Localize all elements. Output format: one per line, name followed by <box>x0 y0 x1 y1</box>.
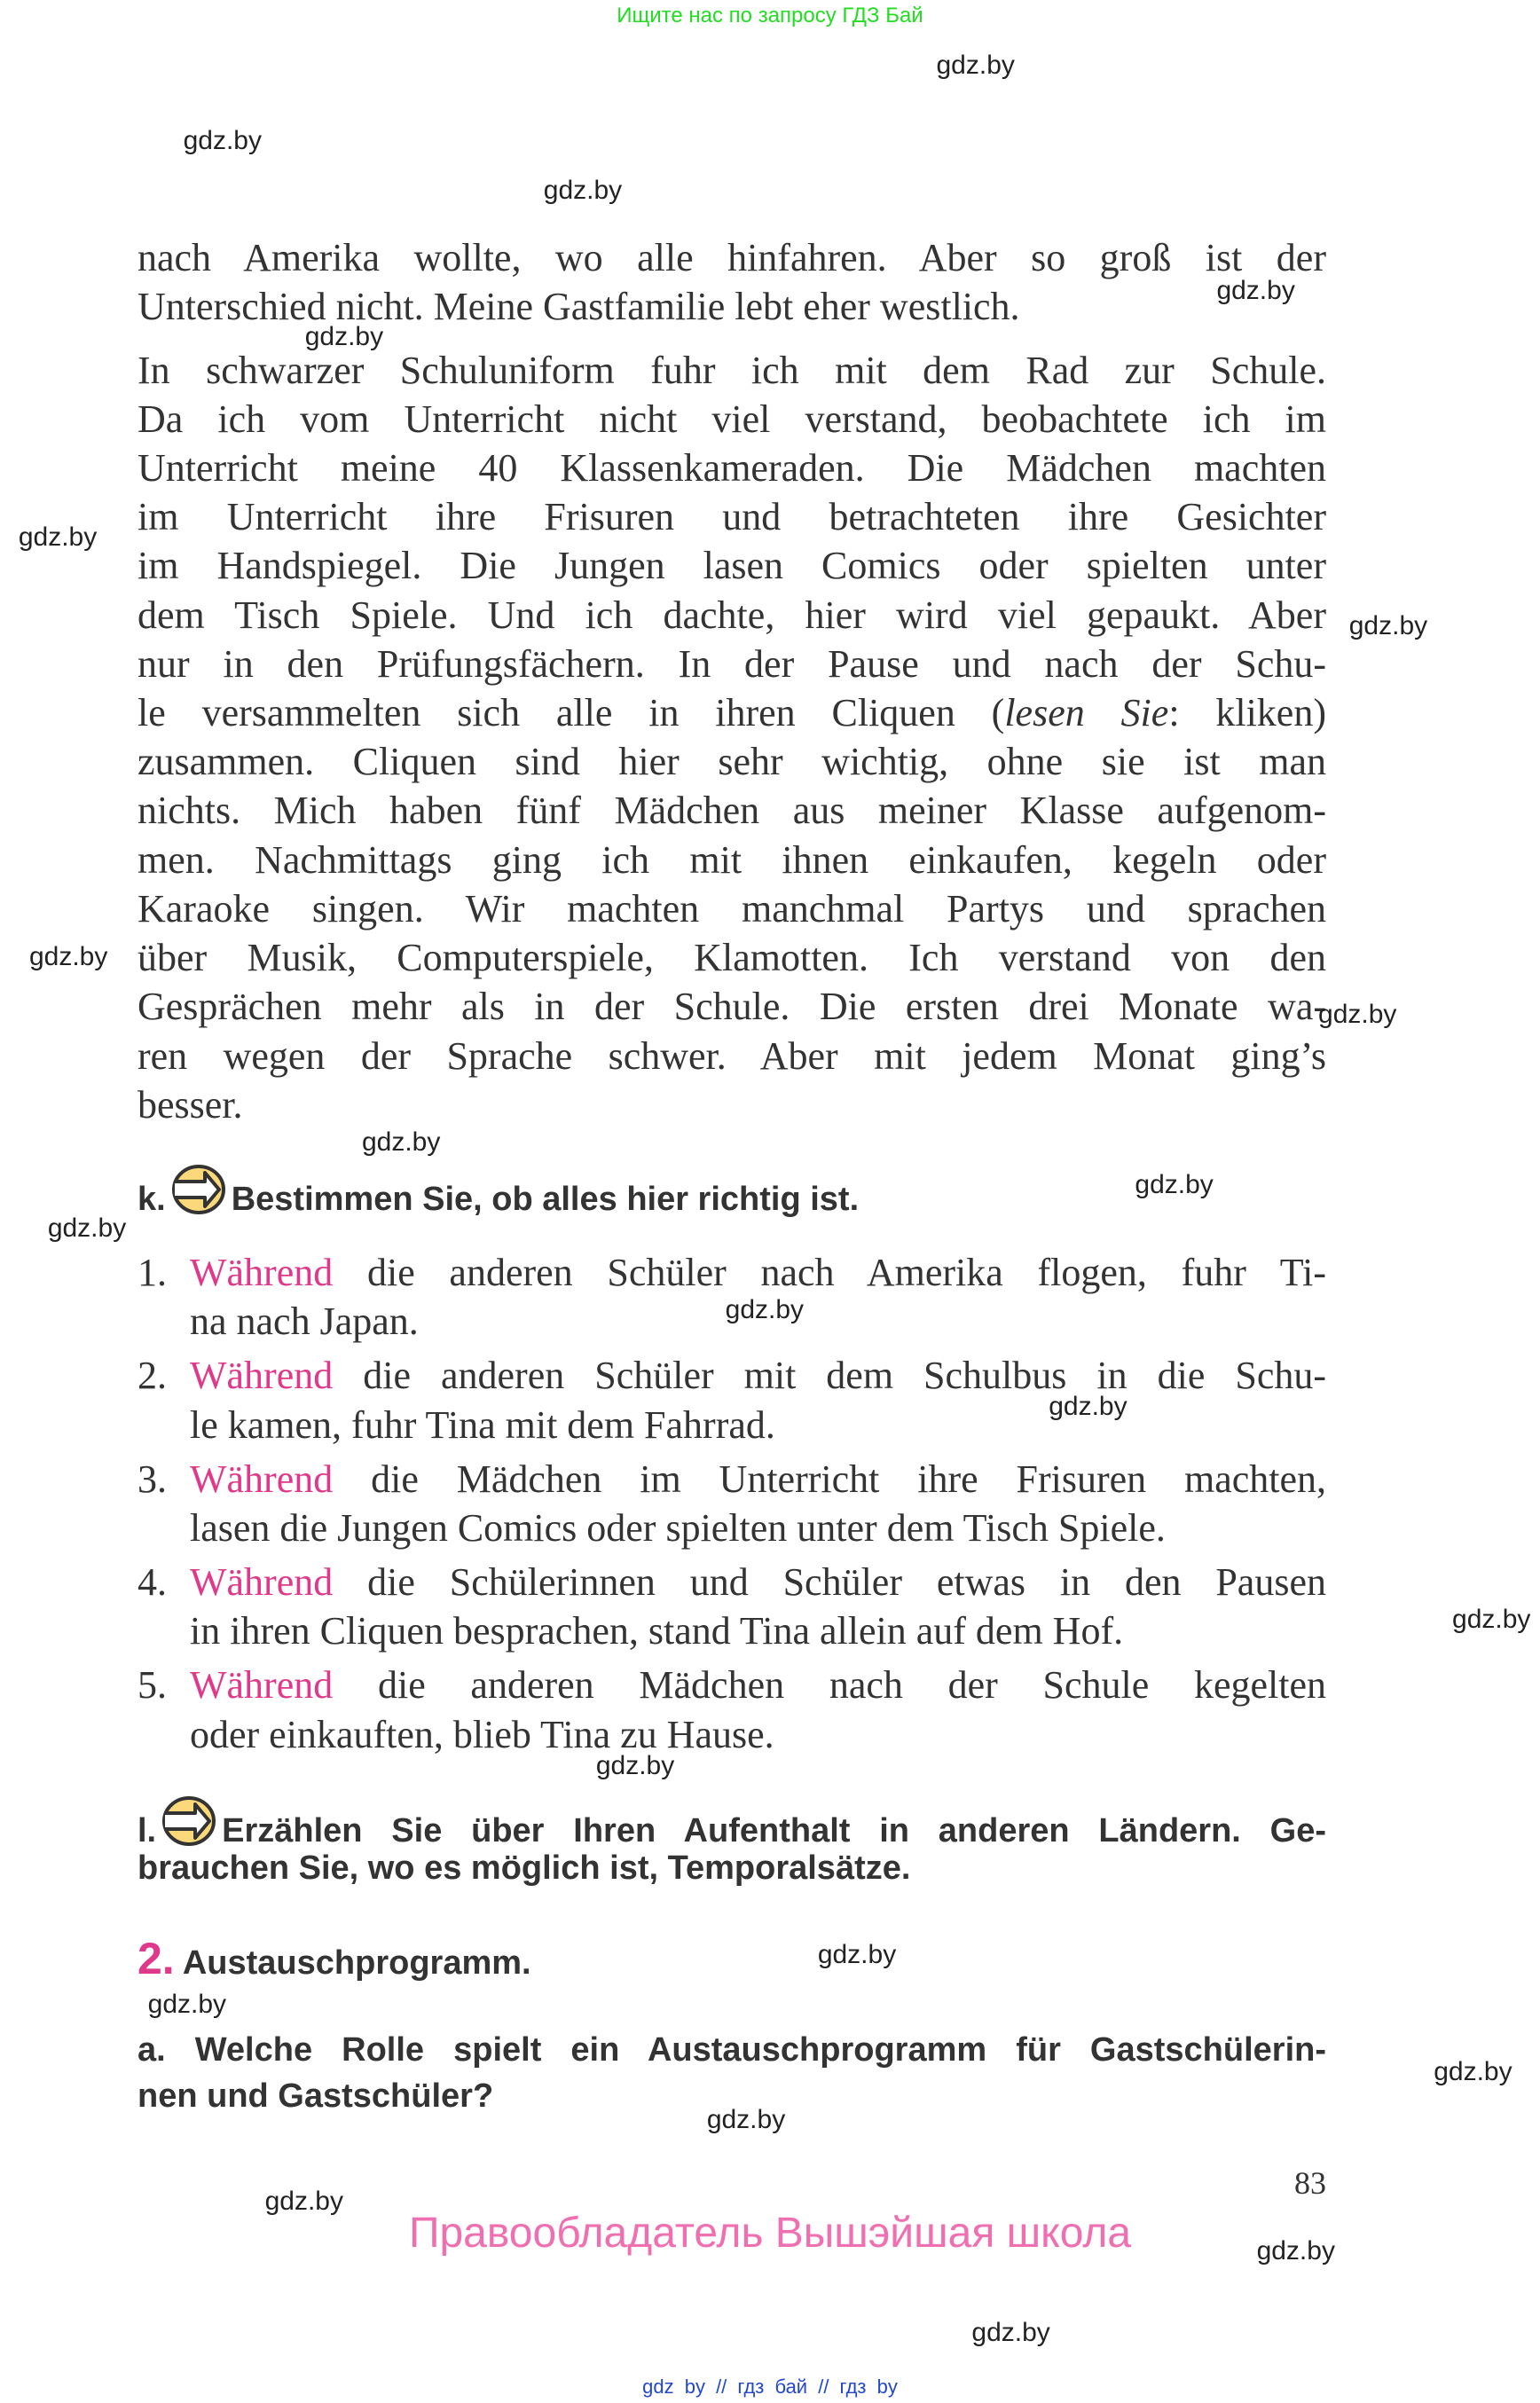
text-line: le kamen, fuhr Tina mit dem Fahrrad. <box>190 1402 775 1447</box>
watermark: gdz.by <box>817 1940 897 1970</box>
text-line: nur in den Prüfungsfächern. In der Pause und nach der Schu- <box>138 641 1326 686</box>
text-line: men. Nachmittags ging ich mit ihnen einkaufen, kegeln oder <box>138 837 1326 882</box>
text-line: im Unterricht ihre Frisuren und betrachteten ihre Gesichter <box>138 495 1326 539</box>
text-line: nach Amerika wollte, wo alle hinfahren. Aber so groß ist der <box>138 235 1326 279</box>
watermark: gdz.by <box>543 175 623 205</box>
keyword: Während <box>190 1457 334 1501</box>
text: die Schülerinnen und Schüler etwas in den Pausen <box>367 1559 1326 1604</box>
text: : kliken) <box>1168 691 1326 735</box>
watermark: gdz.by <box>595 1750 675 1780</box>
list-item-line <box>190 1351 1326 1400</box>
watermark: gdz.by <box>971 2317 1050 2347</box>
watermark: gdz.by <box>147 1989 227 2019</box>
section-title: Austauschprogramm. <box>182 1944 531 1982</box>
watermark: gdz.by <box>706 2105 786 2135</box>
text: die anderen Schüler mit dem Schulbus in die Schu- <box>363 1354 1327 1398</box>
watermark: gdz.by <box>725 1294 805 1324</box>
section-heading <box>138 1933 531 1986</box>
task-title: Erzählen Sie über Ihren Aufenthalt in anderen Ländern. Ge- <box>222 1811 1326 1849</box>
text: le versammelten sich alle in ihren Cliquen ( <box>138 691 1005 735</box>
watermark: gdz.by <box>47 1213 127 1243</box>
text-line: Unterschied nicht. Meine Gastfamilie lebt eher westlich. <box>138 284 1020 328</box>
task-l-heading-cont: brauchen Sie, wo es möglich ist, Temporalsätze. <box>138 1849 911 1887</box>
keyword: Während <box>190 1250 334 1294</box>
list-item-number: 1. <box>138 1250 167 1294</box>
arrow-right-circle-icon <box>171 1164 226 1228</box>
task-letter: k. <box>138 1180 166 1218</box>
watermark: gdz.by <box>1256 2235 1335 2266</box>
task-a-heading-cont: nen und Gastschüler? <box>138 2077 494 2115</box>
page-number: 83 <box>1294 2165 1326 2201</box>
watermark: gdz.by <box>1135 1170 1214 1200</box>
keyword: Während <box>190 1663 334 1708</box>
list-item-line <box>190 1248 1326 1297</box>
text: die anderen Mädchen nach der Schule kegelten <box>377 1663 1326 1708</box>
top-note[interactable]: Ищите нас по запросу ГДЗ Бай <box>617 4 923 27</box>
text-line: Gesprächen mehr als in der Schule. Die ersten drei Monate wa- <box>138 985 1326 1029</box>
watermark: gdz.by <box>1318 999 1397 1029</box>
text-line: oder einkauften, blieb Tina zu Hause. <box>190 1712 774 1756</box>
list-item-line <box>190 1455 1326 1504</box>
text-line: besser. <box>138 1082 243 1127</box>
text-line: im Handspiegel. Die Jungen lasen Comics oder spielten unter <box>138 544 1326 588</box>
list-item-line <box>190 1558 1326 1606</box>
task-letter: l. <box>138 1811 157 1849</box>
text-line: Da ich vom Unterricht nicht viel verstand, beobachtete ich im <box>138 397 1326 441</box>
watermark: gdz.by <box>1434 2057 1512 2087</box>
watermark: gdz.by <box>18 522 98 552</box>
text-line: in ihren Cliquen besprachen, stand Tina allein auf dem Hof. <box>190 1609 1124 1653</box>
list-item-line <box>190 1661 1326 1709</box>
watermark: gdz.by <box>28 942 108 972</box>
text: die anderen Schüler nach Amerika flogen, fuhr Ti- <box>366 1250 1327 1294</box>
list-item-number: 3. <box>138 1457 167 1501</box>
text-line: Unterricht meine 40 Klassenkameraden. Die Mädchen machten <box>138 446 1326 491</box>
keyword: Während <box>190 1354 334 1398</box>
watermark: gdz.by <box>361 1127 441 1157</box>
text-line: Karaoke singen. Wir machten manchmal Partys und sprachen <box>138 886 1326 931</box>
watermark: gdz.by <box>1216 275 1295 305</box>
list-item-number: 5. <box>138 1663 167 1708</box>
text-line <box>138 688 1326 737</box>
text-line: na nach Japan. <box>190 1300 419 1344</box>
watermark: gdz.by <box>1049 1392 1128 1422</box>
keyword: Während <box>190 1559 334 1604</box>
text-line: zusammen. Cliquen sind hier sehr wichtig, ohne sie ist man <box>138 740 1326 784</box>
section-number: 2. <box>138 1933 175 1983</box>
task-title: Bestimmen Sie, ob alles hier richtig ist. <box>231 1180 860 1218</box>
watermark: gdz.by <box>936 51 1015 81</box>
text: die Mädchen im Unterricht ihre Frisuren machten, <box>371 1457 1327 1501</box>
italic-text: lesen Sie <box>1004 691 1169 735</box>
text-line: lasen die Jungen Comics oder spielten unter dem Tisch Spiele. <box>190 1506 1166 1551</box>
text-line: ren wegen der Sprache schwer. Aber mit jedem Monat ging’s <box>138 1033 1326 1078</box>
watermark: gdz.by <box>1348 611 1428 641</box>
task-a-heading: a. Welche Rolle spielt ein Austauschprogramm für Gastschülerin- <box>138 2030 1326 2069</box>
text-line: nichts. Mich haben fünf Mädchen aus meiner Klasse aufgenom- <box>138 789 1326 833</box>
watermark: gdz.by <box>1452 1604 1531 1634</box>
task-k-heading <box>138 1164 859 1228</box>
watermark: gdz.by <box>264 2187 343 2217</box>
copyright-watermark: Правообладатель Вышэйшая школа <box>408 2210 1132 2257</box>
text-line: über Musik, Computerspiele, Klamotten. Ich verstand von den <box>138 936 1326 980</box>
footer-note[interactable]: gdz by // гдз бай // гдз by <box>642 2376 898 2398</box>
list-item-number: 4. <box>138 1559 167 1604</box>
text-line: In schwarzer Schuluniform fuhr ich mit dem Rad zur Schule. <box>138 348 1326 392</box>
text-line: dem Tisch Spiele. Und ich dachte, hier wird viel gepaukt. Aber <box>138 593 1326 637</box>
watermark: gdz.by <box>304 321 384 351</box>
list-item-number: 2. <box>138 1354 167 1398</box>
watermark: gdz.by <box>183 126 262 156</box>
